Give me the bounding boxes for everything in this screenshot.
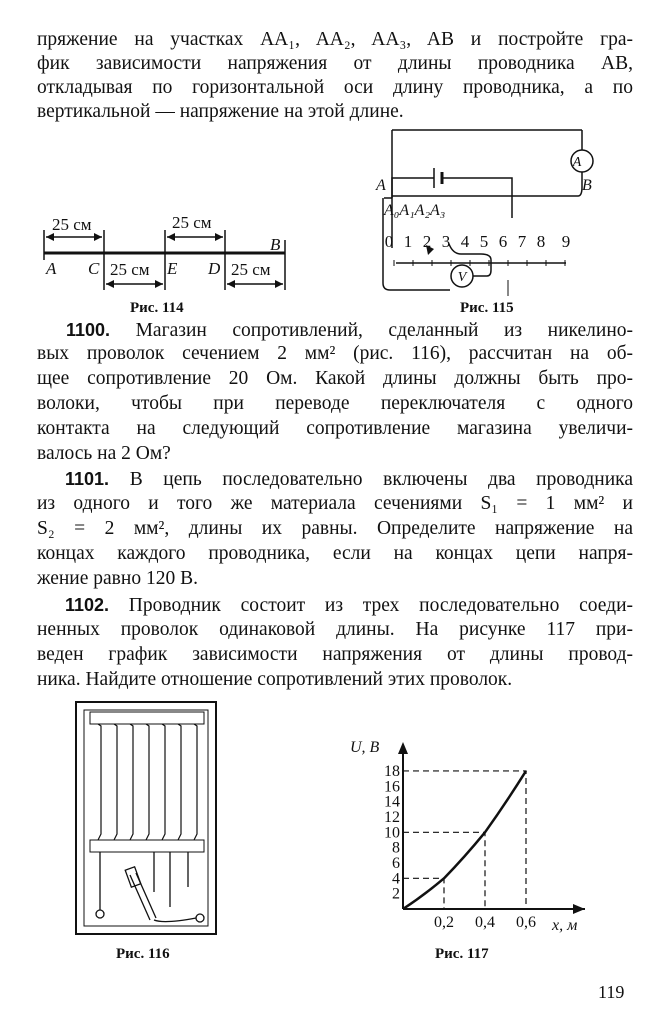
text-line: концах каждого проводника, если на концах цепи напря- xyxy=(37,543,633,564)
figure-115 xyxy=(370,120,600,320)
text-line: фик зависимости напряжения от длины проводника AB, xyxy=(37,53,633,74)
text-line: валось на 2 Ом? xyxy=(37,443,171,464)
scale-label: 6 xyxy=(498,232,508,251)
series-line xyxy=(403,771,526,909)
x-tick-label: 0,2 xyxy=(434,914,454,931)
text-line xyxy=(38,318,633,343)
text-line: жение равно 120 В. xyxy=(37,568,198,589)
text-span: Магазин сопротивлений, сделанный из никелино- xyxy=(135,320,633,341)
text-line: контакта на следующий сопротивление магазина увеличи- xyxy=(37,418,633,439)
scale-label: 8 xyxy=(536,232,546,251)
point-label: B xyxy=(270,235,281,254)
resistor-spring xyxy=(194,724,197,840)
text-span: В цепь последовательно включены два проводника xyxy=(129,469,633,490)
text-line: пряжение на участках AA₁, AA₂, AA₃, AB и постройте гра- xyxy=(37,29,633,50)
dim-label: 25 см xyxy=(172,213,212,232)
point-label: B xyxy=(582,177,592,194)
point-label: A xyxy=(46,259,57,278)
scale-label: 5 xyxy=(479,232,489,251)
y-tick-label: 10 xyxy=(384,824,400,842)
scale-label: 1 xyxy=(403,232,413,251)
voltmeter-label: V xyxy=(457,270,467,285)
text-line: из одного и того же материала сечениями S₁ = 1 мм² и xyxy=(37,493,633,514)
text-line: S₂ = 2 мм², длины их равны. Определите напряжение на xyxy=(37,518,633,539)
scale-label: 9 xyxy=(561,232,571,251)
figure-116 xyxy=(70,700,230,970)
text-line: волоки, чтобы при переводе переключателя с одного xyxy=(37,393,633,414)
problem-number: 1100. xyxy=(66,320,111,340)
text-line: веден график зависимости напряжения от длины провод- xyxy=(37,644,633,665)
scale-label: 2 xyxy=(422,232,432,251)
text-line: щее сопротивление 20 Ом. Какой длины должны быть про- xyxy=(37,368,633,389)
scale-label: 7 xyxy=(517,232,527,251)
resistor-spring xyxy=(146,724,149,840)
resistor-spring xyxy=(130,724,133,840)
y-axis-label: U, В xyxy=(350,739,380,756)
scale-label: 3 xyxy=(441,232,451,251)
y-tick-label: 12 xyxy=(384,808,400,826)
y-tick-label: 18 xyxy=(384,762,400,780)
resistor-spring xyxy=(98,724,101,840)
y-tick-label: 14 xyxy=(384,793,400,811)
y-tick-label: 6 xyxy=(392,854,400,872)
figure-caption: Рис. 115 xyxy=(460,300,514,316)
scale-label: 4 xyxy=(460,232,470,251)
text-line xyxy=(37,467,633,492)
problem-number: 1102. xyxy=(65,595,110,615)
y-tick-label: 8 xyxy=(392,839,400,857)
figure-117-chart xyxy=(340,730,600,970)
points-label: A₀A₁A₂A₃ xyxy=(384,202,446,219)
y-tick-label: 2 xyxy=(392,885,400,903)
y-tick-label: 16 xyxy=(384,778,400,796)
figure-caption: Рис. 116 xyxy=(116,946,170,962)
text-line: ника. Найдите отношение сопротивлений этих проволок. xyxy=(37,669,513,690)
text-line: ненных проволок одинаковой длины. На рисунке 117 при- xyxy=(37,619,633,640)
figure-caption: Рис. 114 xyxy=(130,300,184,316)
figure-114 xyxy=(0,200,300,316)
x-axis-label: x, м xyxy=(552,917,578,934)
dim-label: 25 см xyxy=(231,260,271,279)
scale-label: 0 xyxy=(384,232,394,251)
figure-caption: Рис. 117 xyxy=(435,946,489,962)
point-label: C xyxy=(88,259,100,278)
text-line: вертикальной — напряжение на этой длине. xyxy=(37,101,404,122)
resistor-spring xyxy=(114,724,117,840)
axis-arrows xyxy=(398,742,585,914)
x-tick-label: 0,6 xyxy=(516,914,536,931)
guide-line xyxy=(403,771,526,909)
dim-label: 25 см xyxy=(52,215,92,234)
text-line: откладывая по горизонтальной оси длину проводника, а по xyxy=(37,77,633,98)
text-span: Проводник состоит из трех последовательно соеди- xyxy=(128,595,633,616)
point-label: D xyxy=(208,259,221,278)
point-label: A xyxy=(376,177,386,194)
resistor-spring xyxy=(178,724,181,840)
ammeter-label: A xyxy=(572,155,582,170)
resistor-spring xyxy=(162,724,165,840)
x-tick-label: 0,4 xyxy=(475,914,495,931)
text-line: вых проволок сечением 2 мм² (рис. 116), рассчитан на об- xyxy=(37,343,633,364)
y-tick-label: 4 xyxy=(392,870,400,888)
text-line xyxy=(37,593,633,618)
problem-number: 1101. xyxy=(65,469,110,489)
dim-label: 25 см xyxy=(110,260,150,279)
point-label: E xyxy=(167,259,178,278)
page-number: 119 xyxy=(598,982,625,1002)
